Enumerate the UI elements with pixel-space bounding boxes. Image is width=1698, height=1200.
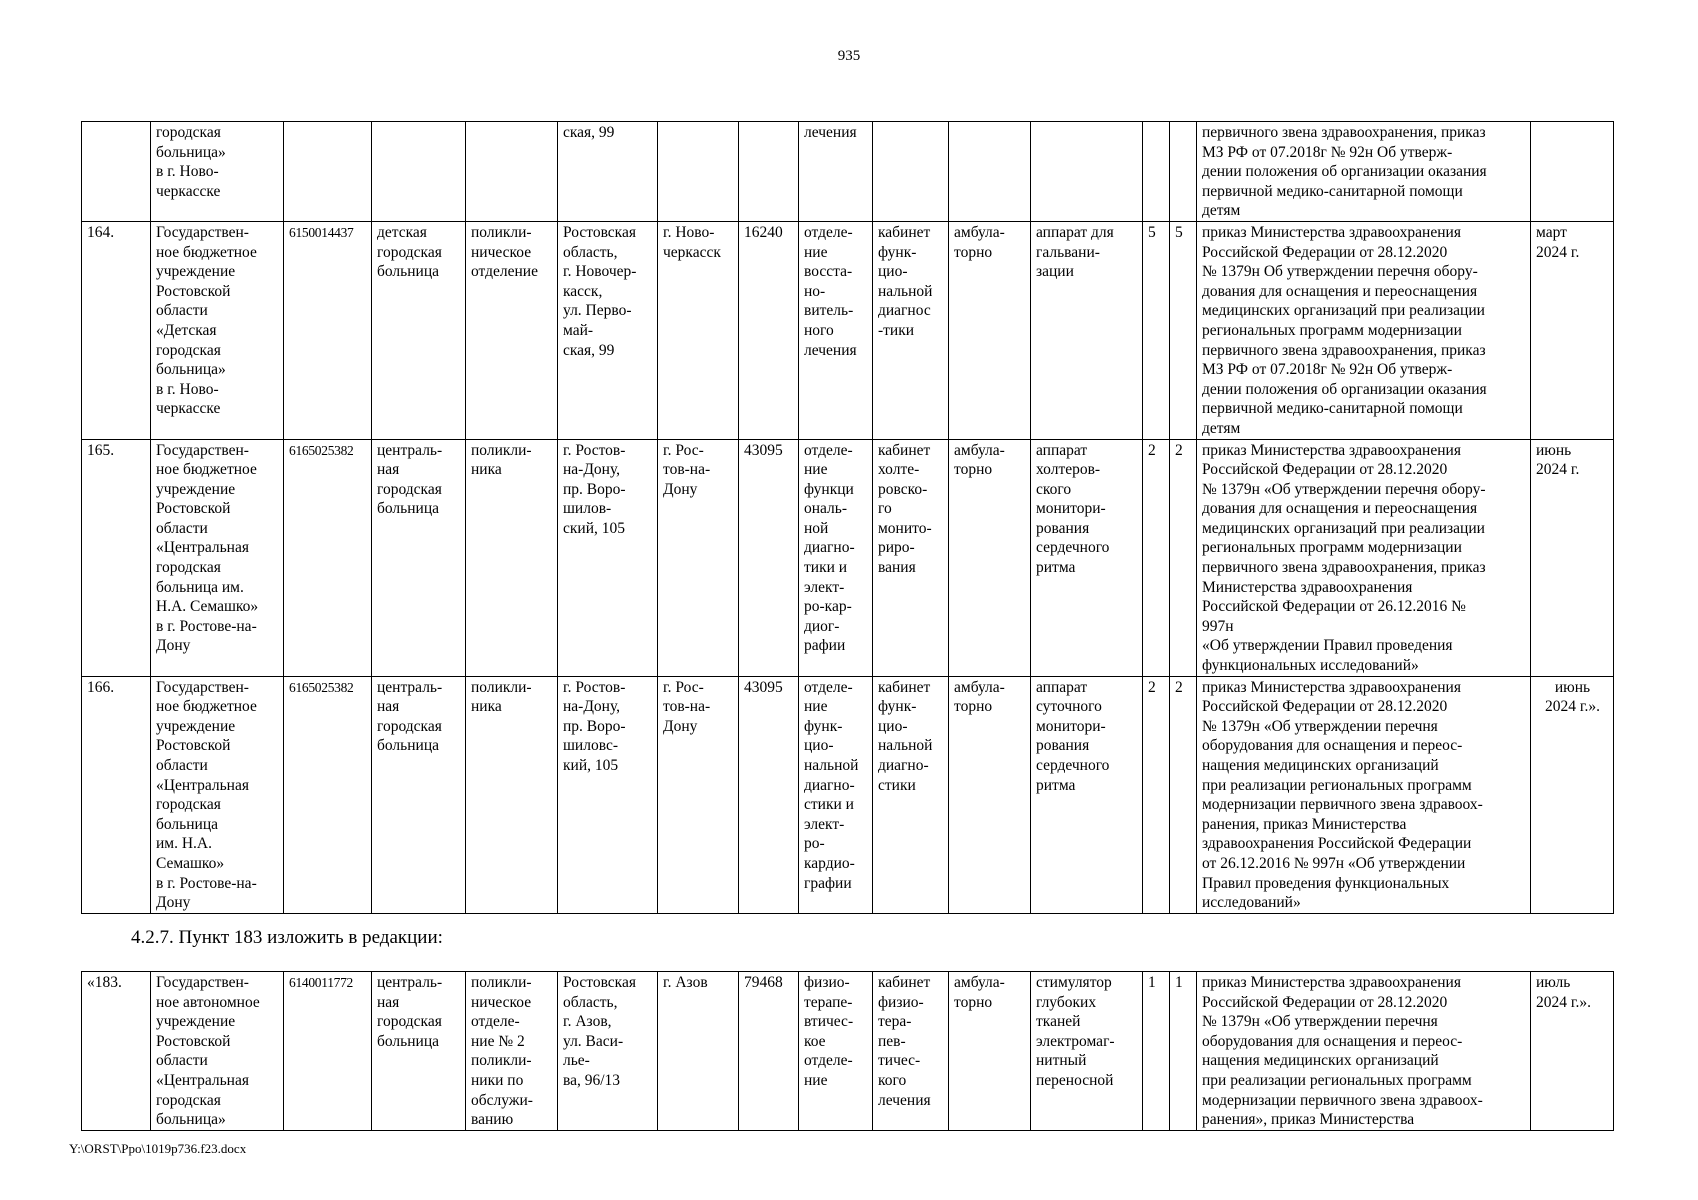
equipment-name: аппарат суточного монитори- рования сердечного ритма xyxy=(1031,676,1143,913)
organization-type: детская городская больница xyxy=(372,221,466,439)
organization-type: централь- ная городская больница xyxy=(372,676,466,913)
legal-basis: первичного звена здравоохранения, приказ МЗ РФ от 07.2018г № 92н Об утверж- дении положения об организации оказания первичной медико-санитарной помощи детям xyxy=(1197,122,1531,222)
address: Ростовская область, г. Азов, ул. Васи- лье- ва, 96/13 xyxy=(558,972,658,1131)
city xyxy=(658,122,739,222)
quantity-total xyxy=(1170,122,1197,222)
quantity-total: 2 xyxy=(1170,439,1197,676)
care-mode: амбула- торно xyxy=(949,676,1031,913)
delivery-date: март 2024 г. xyxy=(1531,221,1614,439)
equipment-name: стимулятор глубоких тканей электромаг- нитный переносной xyxy=(1031,972,1143,1131)
row-number: «183. xyxy=(82,972,151,1131)
equipment-name: аппарат холтеров- ского монитори- рования сердечного ритма xyxy=(1031,439,1143,676)
table-row xyxy=(82,972,1614,1131)
inn: 6165025382 xyxy=(284,439,372,676)
oktmo-code xyxy=(739,122,799,222)
table-row xyxy=(82,122,1614,222)
inn: 6165025382 xyxy=(284,676,372,913)
page-number: 935 xyxy=(837,48,861,64)
oktmo-code: 43095 xyxy=(739,676,799,913)
oktmo-code: 79468 xyxy=(739,972,799,1131)
department: лечения xyxy=(799,122,873,222)
equipment-name xyxy=(1031,122,1143,222)
organization-name: городская больница» в г. Ново- черкасске xyxy=(151,122,284,222)
cabinet: кабинет холте- ровско- го монито- риро- вания xyxy=(873,439,949,676)
legal-basis: приказ Министерства здравоохранения Российской Федерации от 28.12.2020 № 1379н «Об утверждении перечня оборудования для оснащения и переос- нащения медицинских организаций при реализации региональных программ модернизации первичного звена здравоох- ранения, приказ Министерства здравоохранения Российской Федерации от 26.12.2016 № 997н «Об утверждении Правил проведения функциональных исследований» xyxy=(1197,676,1531,913)
legal-basis: приказ Министерства здравоохранения Российской Федерации от 28.12.2020 № 1379н «Об утверждении перечня обору- дования для оснащения и переоснащения медицинских организаций при реализации региональных программ модернизации первичного звена здравоохранения, приказ Министерства здравоохранения Российской Федерации от 26.12.2016 № 997н «Об утверждении Правил проведения функциональных исследований» xyxy=(1197,439,1531,676)
care-mode: амбула- торно xyxy=(949,439,1031,676)
file-path-footer: Y:\ORST\Ppo\1019p736.f23.docx xyxy=(69,1141,247,1156)
inn xyxy=(284,122,372,222)
address: ская, 99 xyxy=(558,122,658,222)
organization-type: централь- ная городская больница xyxy=(372,972,466,1131)
cabinet xyxy=(873,122,949,222)
table-row xyxy=(82,676,1614,913)
cabinet: кабинет физио- тера- пев- тичес- кого лечения xyxy=(873,972,949,1131)
department: физио- терапе- втичес- кое отделе- ние xyxy=(799,972,873,1131)
department: отделе- ние функ- цио- нальной диагно- стики и элект- ро- кардио- графии xyxy=(799,676,873,913)
oktmo-code: 43095 xyxy=(739,439,799,676)
organization-name: Государствен- ное бюджетное учреждение Ростовской области «Детская городская больница» в г. Ново- черкасске xyxy=(151,221,284,439)
city: г. Азов xyxy=(658,972,739,1131)
delivery-date: июнь 2024 г.». xyxy=(1531,676,1614,913)
address: Ростовская область, г. Новочер- касск, ул. Перво- май- ская, 99 xyxy=(558,221,658,439)
section-heading: 4.2.7. Пункт 183 изложить в редакции: xyxy=(131,927,443,948)
subdivision: поликли- ника xyxy=(466,439,558,676)
inn: 6150014437 xyxy=(284,221,372,439)
address: г. Ростов- на-Дону, пр. Воро- шиловс- кий, 105 xyxy=(558,676,658,913)
subdivision: поликли- ническое отделение xyxy=(466,221,558,439)
department: отделе- ние функци ональ- ной диагно- тики и элект- ро-кар- диог- рафии xyxy=(799,439,873,676)
quantity-planned: 2 xyxy=(1143,439,1170,676)
table-row xyxy=(82,221,1614,439)
address: г. Ростов- на-Дону, пр. Воро- шилов- ский, 105 xyxy=(558,439,658,676)
amended-item-table xyxy=(81,971,1614,1131)
city: г. Рос- тов-на- Дону xyxy=(658,676,739,913)
quantity-total: 5 xyxy=(1170,221,1197,439)
quantity-planned: 5 xyxy=(1143,221,1170,439)
equipment-table xyxy=(81,121,1614,914)
subdivision: поликли- ника xyxy=(466,676,558,913)
city: г. Ново- черкасск xyxy=(658,221,739,439)
city: г. Рос- тов-на- Дону xyxy=(658,439,739,676)
equipment-name: аппарат для гальвани- зации xyxy=(1031,221,1143,439)
care-mode: амбула- торно xyxy=(949,972,1031,1131)
oktmo-code: 16240 xyxy=(739,221,799,439)
row-number: 164. xyxy=(82,221,151,439)
quantity-total: 2 xyxy=(1170,676,1197,913)
quantity-planned: 1 xyxy=(1143,972,1170,1131)
delivery-date: июль 2024 г.». xyxy=(1531,972,1614,1131)
quantity-planned: 2 xyxy=(1143,676,1170,913)
organization-type xyxy=(372,122,466,222)
cabinet: кабинет функ- цио- нальной диагнос -тики xyxy=(873,221,949,439)
organization-name: Государствен- ное бюджетное учреждение Ростовской области «Центральная городская больница им. Н.А. Семашко» в г. Ростове-на- Дону xyxy=(151,676,284,913)
care-mode: амбула- торно xyxy=(949,221,1031,439)
delivery-date: июнь 2024 г. xyxy=(1531,439,1614,676)
quantity-total: 1 xyxy=(1170,972,1197,1131)
subdivision xyxy=(466,122,558,222)
legal-basis: приказ Министерства здравоохранения Российской Федерации от 28.12.2020 № 1379н «Об утверждении перечня оборудования для оснащения и переос- нащения медицинских организаций при реализации региональных программ модернизации первичного звена здравоох- ранения», приказ Министерства xyxy=(1197,972,1531,1131)
organization-type: централь- ная городская больница xyxy=(372,439,466,676)
table-row xyxy=(82,439,1614,676)
row-number: 166. xyxy=(82,676,151,913)
row-number: 165. xyxy=(82,439,151,676)
quantity-planned xyxy=(1143,122,1170,222)
department: отделе- ние восста- но- витель- ного лечения xyxy=(799,221,873,439)
delivery-date xyxy=(1531,122,1614,222)
subdivision: поликли- ническое отделе- ние № 2 поликли- ники по обслужи- ванию xyxy=(466,972,558,1131)
care-mode xyxy=(949,122,1031,222)
cabinet: кабинет функ- цио- нальной диагно- стики xyxy=(873,676,949,913)
row-number xyxy=(82,122,151,222)
organization-name: Государствен- ное автономное учреждение Ростовской области «Центральная городская больница» xyxy=(151,972,284,1131)
organization-name: Государствен- ное бюджетное учреждение Ростовской области «Центральная городская больница им. Н.А. Семашко» в г. Ростове-на- Дону xyxy=(151,439,284,676)
inn: 6140011772 xyxy=(284,972,372,1131)
legal-basis: приказ Министерства здравоохранения Российской Федерации от 28.12.2020 № 1379н Об утверждении перечня обору- дования для оснащения и переоснащения медицинских организаций при реализации региональных программ модернизации первичного звена здравоохранения, приказ МЗ РФ от 07.2018г № 92н Об утверж- дении положения об организации оказания первичной медико-санитарной помощи детям xyxy=(1197,221,1531,439)
